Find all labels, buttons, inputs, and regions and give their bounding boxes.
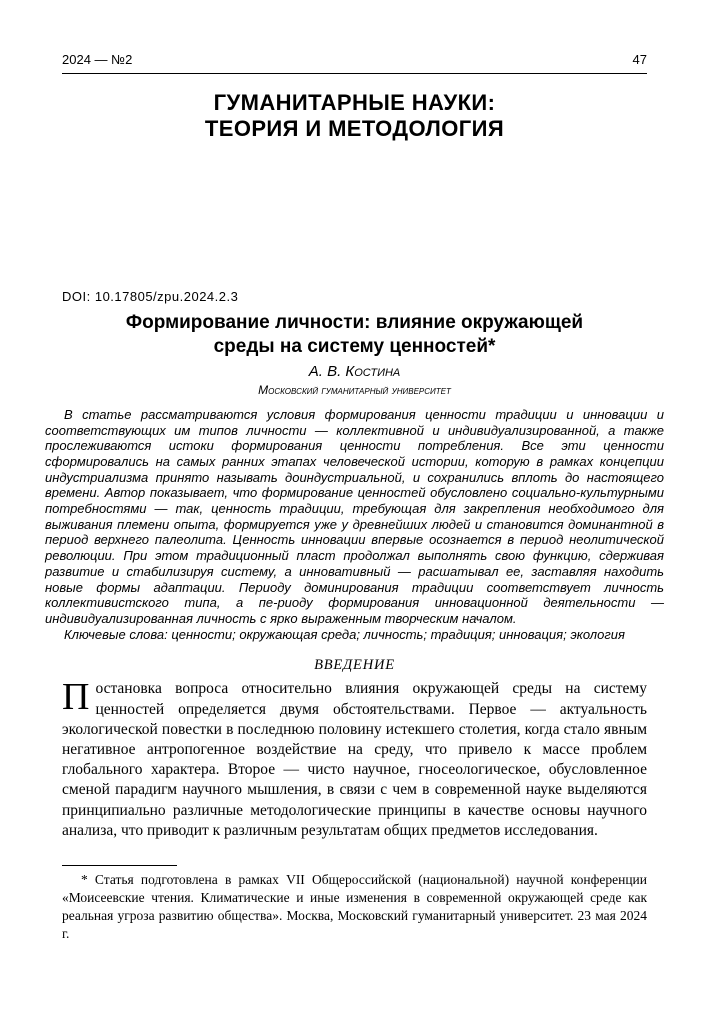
issue-label: 2024 — №2 <box>62 52 133 67</box>
dropcap-letter: П <box>62 676 90 719</box>
article-title-line1: Формирование личности: влияние окружающей <box>125 312 584 334</box>
abstract-text: В статье рассматриваются условия формирования ценности традиции и инновации и соответствующих им типов личности — коллективной и индивидуализированной, а также прослеживаются истоки формирования ценности потребления. Все эти ценности сформировались на самых ранних этапах человеческой истории, которую в рамках концепции индустриализма принято называть доиндустриальной, и сохранились вплоть до настоящего времени. Автор показывает, что формирование ценностей обусловлено социально-культурными потребностями — так, ценность традиции, требующая для закрепления необходимого для выживания племени опыта, формируется уже у древнейших людей и становится доминантной в период верхнего палеолита. Ценность инновации впервые осознается в период неолитической революции. При этом традиционный пласт продолжал выполнять свою функцию, сдерживая развитие и стабилизируя систему, а инновативный — расшатывал ее, заставляя находить новые формы адаптации. Периоду доминирования традиции соответствует личность коллективистского типа, а пе-риоду формирования инновационной деятельности — индивидуализированная личность с ярко выраженным творческим началом. <box>45 406 664 626</box>
introduction-paragraph <box>62 676 647 841</box>
running-head <box>62 52 647 74</box>
author-name: А. В. Костина <box>308 362 401 380</box>
section-title-line1: ГУМАНИТАРНЫЕ НАУКИ: <box>213 90 496 115</box>
section-title-line2: ТЕОРИЯ И МЕТОДОЛОГИЯ <box>204 115 505 141</box>
footnote-divider <box>62 865 177 866</box>
introduction-text: остановка вопроса относительно влияния окружающей среды на систему ценностей определяется двумя обстоятельствами. Первое — актуальность экологической повестки в последнюю половину истекшего столетия, когда стало явным негативное антропогенное воздействие на среду, что привело к массе проблем глобального характера. Второе — чисто научное, гносеологическое, обусловленное сменой парадигм научного мышления, в связи с чем в современной науке выделяются принципиально различные методологические принципы в качестве основы научного анализа, что приводит к различным результатам общих предметов исследования. <box>62 680 647 839</box>
page-number: 47 <box>632 52 647 67</box>
article-title <box>62 311 647 357</box>
section-title <box>62 90 647 141</box>
doi-label: DOI: 10.17805/zpu.2024.2.3 <box>62 289 239 305</box>
affiliation: Московский гуманитарный университет <box>258 382 451 397</box>
footnote-block <box>62 865 647 943</box>
abstract-block <box>45 407 664 643</box>
keywords: Ключевые слова: ценности; окружающая среда; личность; традиция; инновация; экология <box>64 626 625 642</box>
article-title-line2: среды на систему ценностей* <box>213 335 496 357</box>
footnote-text: * Статья подготовлена в рамках VII Общероссийской (национальной) научной конференции «Моисеевские чтения. Климатические и иные изменения в современной окружающей среде как реальная угроза развитию общества». Москва, Московский гуманитарный университет. 23 мая 2024 г. <box>62 871 647 941</box>
introduction-heading: ВВЕДЕНИЕ <box>314 657 395 674</box>
